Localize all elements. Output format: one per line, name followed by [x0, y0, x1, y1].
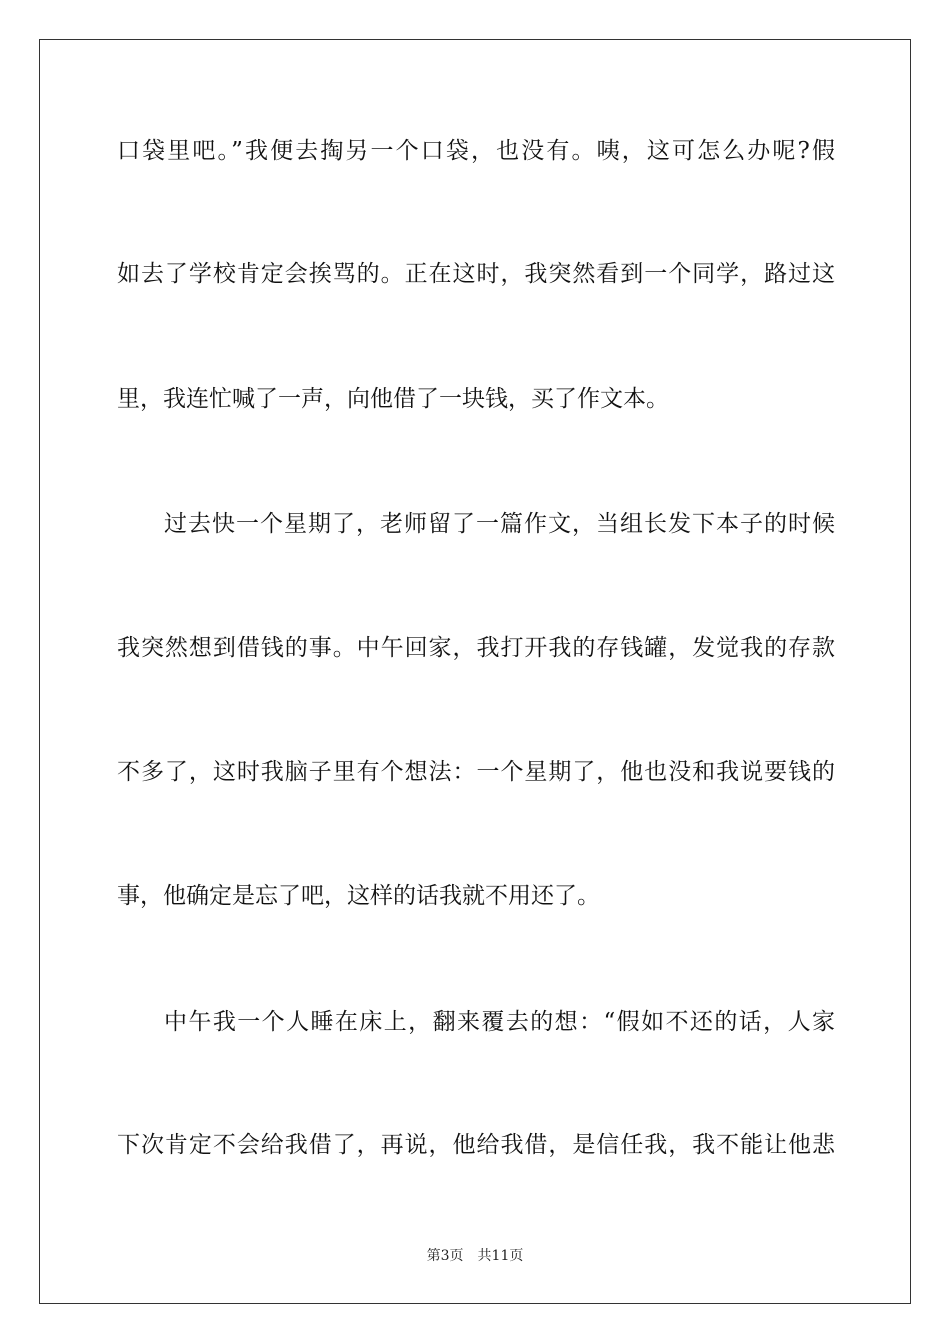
paragraph-start-line: 过去快一个星期了，老师留了一篇作文，当组长发下本子的时候	[164, 511, 835, 537]
total-pages: 共11页	[477, 1248, 524, 1264]
text-line: 不多了，这时我脑子里有个想法：一个星期了，他也没和我说要钱的	[117, 759, 835, 785]
page-border	[39, 39, 911, 1304]
text-line: 如去了学校肯定会挨骂的。正在这时，我突然看到一个同学，路过这	[117, 261, 835, 287]
text-line: 下次肯定不会给我借了，再说，他给我借，是信任我，我不能让他悲	[117, 1132, 835, 1158]
text-line: 事，他确定是忘了吧，这样的话我就不用还了。	[117, 883, 600, 909]
text-line: 口袋里吧。”我便去掏另一个口袋，也没有。咦，这可怎么办呢?假	[117, 138, 835, 164]
page-number: 第3页	[426, 1248, 464, 1264]
text-line: 里，我连忙喊了一声，向他借了一块钱，买了作文本。	[117, 386, 669, 412]
page-footer	[0, 1246, 950, 1266]
paragraph-start-line: 中午我一个人睡在床上，翻来覆去的想：“假如不还的话，人家	[164, 1009, 835, 1035]
text-line: 我突然想到借钱的事。中午回家，我打开我的存钱罐，发觉我的存款	[117, 635, 835, 661]
